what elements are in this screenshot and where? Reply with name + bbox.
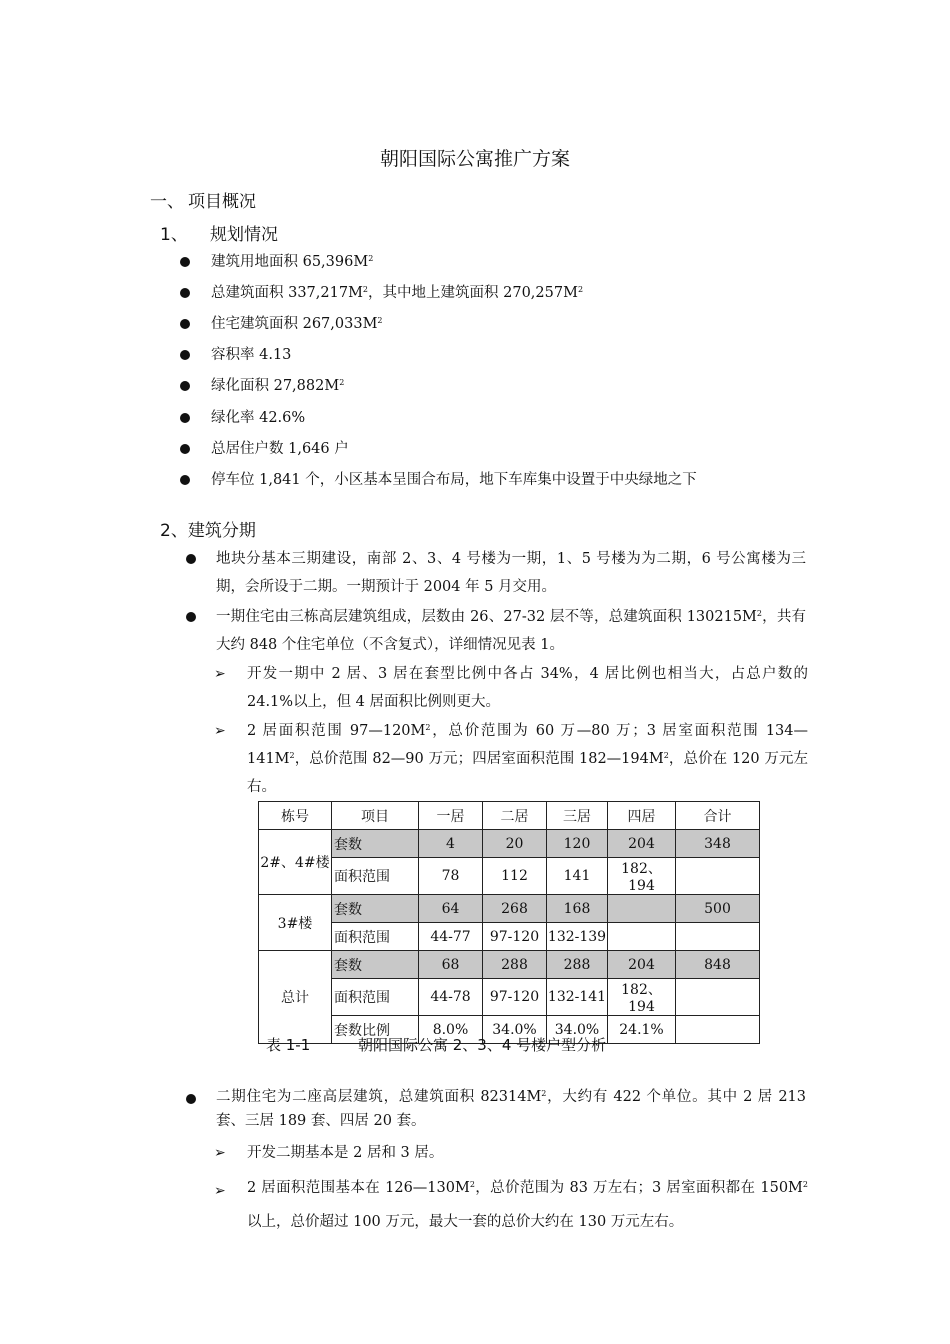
bullet-dot-icon [186, 612, 196, 622]
bullet-dot-icon [180, 257, 190, 267]
planning-text: 建筑用地面积 65,396M [211, 254, 369, 270]
table-cell [608, 923, 676, 951]
phase-text: 一期住宅由三栋高层建筑组成，层数由 26、27-32 层不等，总建筑面积 130215M [216, 609, 757, 625]
table-cell: 24.1% [608, 1016, 676, 1044]
table-cell: 182、194 [608, 979, 676, 1016]
table-cell: 68 [419, 951, 483, 979]
bullet-dot-icon [180, 475, 190, 485]
arrow-item [214, 1139, 808, 1167]
subsection-heading-phases: 2、建筑分期 [160, 521, 256, 541]
section-title: 项目概况 [188, 192, 256, 212]
planning-text: 总建筑面积 337,217M [211, 285, 363, 301]
table-cell: 44-77 [419, 923, 483, 951]
table-row [259, 979, 760, 1016]
table-cell: 97-120 [483, 979, 547, 1016]
table-header: 合计 [676, 802, 760, 830]
planning-text: 容积率 4.13 [211, 347, 292, 363]
row-label: 套数 [332, 951, 419, 979]
arrow-item [214, 1171, 808, 1239]
table-cell [676, 923, 760, 951]
arrow-bullet-icon: ➢ [214, 1145, 226, 1161]
superscript: 2 [289, 751, 295, 760]
planning-text: 绿化面积 27,882M [211, 378, 340, 394]
arrow-text: ，总价范围为 83 万左右；3 居室面积都在 150M [474, 1180, 803, 1196]
superscript: 2 [469, 1180, 475, 1189]
table-cell: 132-141 [547, 979, 608, 1016]
table-cell: 34.0% [483, 1016, 547, 1044]
table-cell: 204 [608, 951, 676, 979]
superscript: 2 [377, 316, 383, 325]
table-cell: 112 [483, 858, 547, 895]
arrow-text: 2 居面积范围 97—120M [247, 723, 426, 739]
table-cell: 288 [547, 951, 608, 979]
table-cell: 78 [419, 858, 483, 895]
table-header: 二居 [483, 802, 547, 830]
phase-text-tail: ，大约有 422 个单位。其中 2 居 213 套、三居 189 套、四居 20 套。 [216, 1089, 806, 1129]
table-header-row [259, 802, 760, 830]
table-cell: 348 [676, 830, 760, 858]
superscript: 2 [339, 378, 345, 387]
planning-text: 停车位 1,841 个，小区基本呈围合布局，地下车库集中设置于中央绿地之下 [211, 472, 697, 488]
superscript: 2 [577, 285, 584, 294]
bullet-dot-icon [186, 1094, 196, 1104]
table-cell [676, 1016, 760, 1044]
table-cell: 268 [483, 895, 547, 923]
table-row [259, 830, 760, 858]
section-number: 一、 [150, 192, 184, 212]
table-header: 三居 [547, 802, 608, 830]
arrow-text: 以上，总价超过 100 万元，最大一套的总价大约在 130 万元左右。 [247, 1214, 684, 1230]
row-label: 面积范围 [332, 858, 419, 895]
superscript: 2 [663, 751, 669, 760]
bullet-dot-icon [180, 413, 190, 423]
table-cell [608, 895, 676, 923]
table-cell: 34.0% [547, 1016, 608, 1044]
table-cell: 141 [547, 858, 608, 895]
row-label: 套数比例 [332, 1016, 419, 1044]
unit-analysis-table [258, 801, 760, 1044]
arrow-text: ，总价范围为 60 万—80 万；3 居室面积范围 134—141M [247, 723, 808, 767]
subsection-number: 1、 [160, 225, 188, 245]
bullet-dot-icon [180, 288, 190, 298]
building-cell: 总计 [259, 951, 332, 1044]
phase-bullet [186, 603, 806, 659]
table-header: 一居 [419, 802, 483, 830]
table-cell: 182、194 [608, 858, 676, 895]
table-cell: 848 [676, 951, 760, 979]
bullet-dot-icon [186, 554, 196, 564]
table-cell: 500 [676, 895, 760, 923]
table-row [259, 895, 760, 923]
table-row [259, 923, 760, 951]
arrow-item [214, 660, 808, 716]
arrow-bullet-icon: ➢ [214, 723, 226, 739]
phase-bullet [186, 1085, 806, 1133]
table-cell: 64 [419, 895, 483, 923]
superscript: 2 [362, 285, 369, 294]
bullet-dot-icon [180, 444, 190, 454]
table-cell: 132-139 [547, 923, 608, 951]
arrow-bullet-icon: ➢ [214, 666, 226, 682]
subsection-title: 规划情况 [210, 225, 278, 245]
planning-text: 总居住户数 1,646 户 [211, 441, 349, 457]
bullet-dot-icon [180, 319, 190, 329]
superscript: 2 [425, 723, 431, 732]
bullet-dot-icon [180, 381, 190, 391]
table-cell: 4 [419, 830, 483, 858]
building-cell: 3#楼 [259, 895, 332, 951]
table-cell [676, 979, 760, 1016]
superscript: 2 [756, 609, 762, 618]
planning-text: 绿化率 42.6% [211, 410, 306, 426]
table-cell: 204 [608, 830, 676, 858]
arrow-text: 2 居面积范围基本在 126—130M [247, 1180, 470, 1196]
table-cell: 97-120 [483, 923, 547, 951]
caption-text: 朝阳国际公寓 2、3、4 号楼户型分析 [358, 1036, 607, 1054]
phase-bullet [186, 545, 806, 601]
row-label: 套数 [332, 830, 419, 858]
table-header: 项目 [332, 802, 419, 830]
arrow-item [214, 717, 808, 801]
row-label: 套数 [332, 895, 419, 923]
phase-text-tail: ，共有大约 848 个住宅单位（不含复式），详细情况见表 1。 [216, 609, 806, 653]
superscript: 2 [368, 254, 374, 263]
arrow-text: ，总价范围 82—90 万元；四居室面积范围 182—194M [294, 751, 664, 767]
table-cell: 168 [547, 895, 608, 923]
superscript: 2 [802, 1180, 808, 1189]
superscript: 2 [541, 1089, 547, 1098]
table-cell [676, 858, 760, 895]
phase-text: 地块分基本三期建设，南部 2、3、4 号楼为一期，1、5 号楼为为二期，6 号公寓楼为三期，会所设于二期。一期预计于 2004 年 5 月交用。 [216, 551, 806, 595]
table-cell: 120 [547, 830, 608, 858]
table-row [259, 858, 760, 895]
arrow-bullet-icon: ➢ [214, 1183, 226, 1199]
arrow-text: ，总价在 120 万元左右。 [247, 751, 808, 795]
section-heading-overview [150, 187, 256, 212]
row-label: 面积范围 [332, 923, 419, 951]
arrow-text: 开发二期基本是 2 居和 3 居。 [247, 1145, 444, 1161]
phase-text: 二期住宅为二座高层建筑，总建筑面积 82314M [216, 1089, 542, 1105]
row-label: 面积范围 [332, 979, 419, 1016]
subsection-heading-planning [160, 220, 278, 245]
table-header: 四居 [608, 802, 676, 830]
document-title: 朝阳国际公寓推广方案 [379, 148, 570, 170]
table-cell: 8.0% [419, 1016, 483, 1044]
table-cell: 288 [483, 951, 547, 979]
caption-label: 表 1-1 [266, 1036, 311, 1054]
planning-text-tail: ，其中地上建筑面积 270,257M [368, 285, 578, 301]
table-header: 栋号 [259, 802, 332, 830]
table-caption [266, 1034, 606, 1055]
bullet-dot-icon [180, 350, 190, 360]
table-cell: 44-78 [419, 979, 483, 1016]
planning-text: 住宅建筑面积 267,033M [211, 316, 378, 332]
arrow-text: 开发一期中 2 居、3 居在套型比例中各占 34%，4 居比例也相当大，占总户数的 24.1%以上，但 4 居面积比例则更大。 [247, 666, 808, 710]
building-cell: 2#、4#楼 [259, 830, 332, 895]
table-cell: 20 [483, 830, 547, 858]
table-row [259, 951, 760, 979]
